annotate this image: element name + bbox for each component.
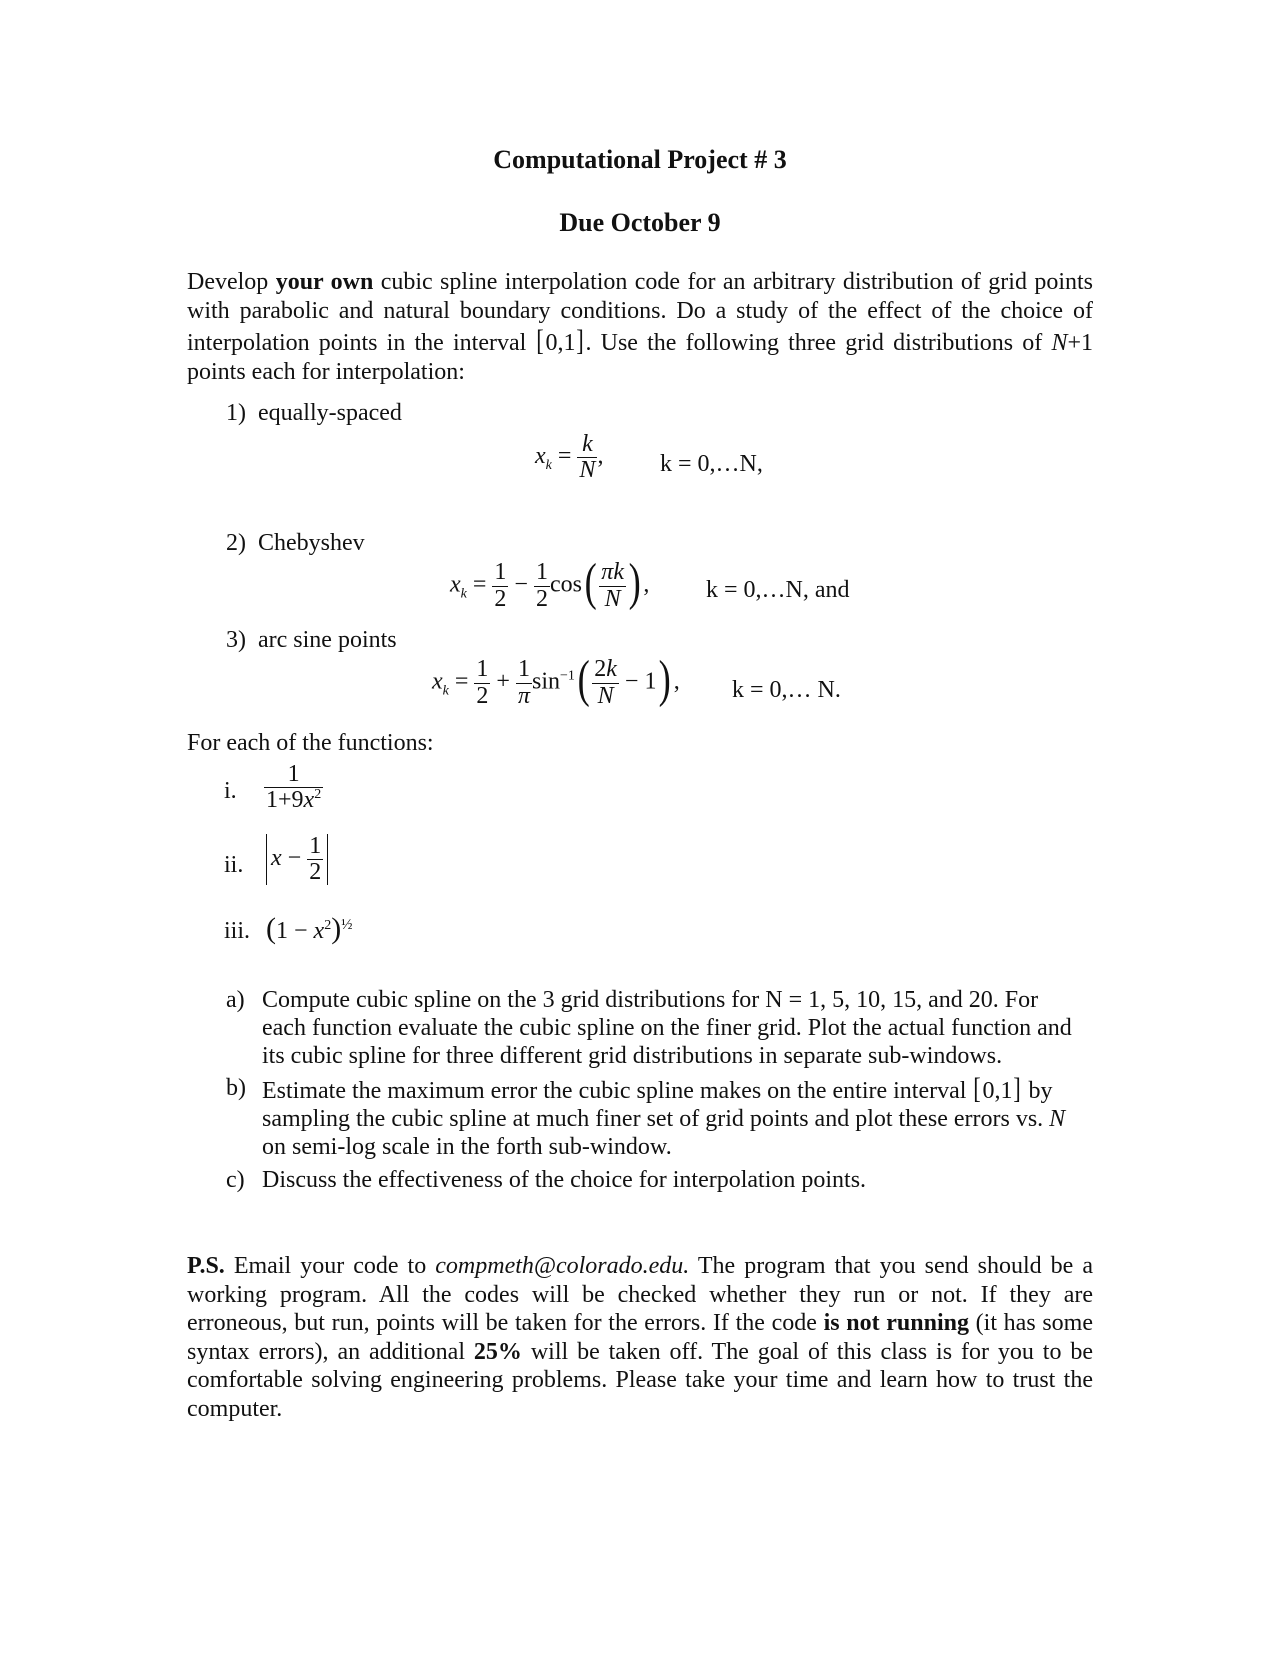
email-address: compmeth@colorado.edu. [435,1253,690,1279]
intro-text: +1 points each for interpolation: [187,330,1093,385]
function-i-formula: $\frac{1}{1+9x^2}$ [266,761,322,814]
due-date: Due October 9 [559,208,721,237]
intro-text: cubic spline interpolation code for an arbitrary distribution of grid points with parabolic and natural boundary conditions. Do a study of the effect of the choice of interpolation points in the interval [187,269,1094,356]
interval-bracket: [ [536,324,545,357]
task-b: b) Estimate the maximum error the cubic spline makes on the entire interval [0,1] by sampling the cubic spline at much finer set of grid points and plot these errors vs. N on semi-log scale in the forth sub-window. [226,1072,1066,1160]
var-N: N [1051,330,1068,356]
grid-name: Chebyshev [258,530,365,556]
task-c: c) Discuss the effectiveness of the choice for interpolation points. [226,1167,867,1193]
ps-paragraph: P.S. Email your code to compmeth@colorado.edu. The program that you send should be a working program. All the codes will be checked whether they run or not. If they are erroneous, but run, points will be taken for the errors. If the code is not running (it has some syntax errors), an additional 25% will be taken off. The goal of this class is for you to be comfortable solving engineering problems. Please take your time and learn how to trust the computer. [187,1253,1094,1422]
intro-bold: your own [275,269,374,295]
equation-chebyshev: $x_k$ = $\frac{1}{2}$ − $\frac{1}{2}$ cos( $\frac{\pi k}{N}$ ) , [450,554,650,612]
grid-item-2: 2) Chebyshev [226,530,365,556]
function-iii-formula: $(1 - x^2)^{\frac{1}{2}}$ [266,912,353,945]
function-label-iii: iii. [224,918,251,944]
intro-text: Develop [187,269,276,295]
function-label-ii: ii. [224,852,244,878]
functions-heading: For each of the functions: [187,730,434,756]
intro-text: . Use the following three grid distributions of [585,330,1052,356]
range-1: k = 0,…N, [660,451,763,477]
ps-label: P.S. [187,1253,225,1279]
grid-name: arc sine points [258,627,397,653]
task-a: a) Compute cubic spline on the 3 grid distributions for N = 1, 5, 10, 15, and 20. For each function evaluate the cubic spline on the finer grid. Plot the actual function and its cubic spline for three different grid distributions in separate sub-windows. [226,987,1072,1069]
page-title: Computational Project # 3 [493,145,787,174]
function-label-i: i. [224,778,237,804]
range-2: k = 0,…N, and [706,577,850,603]
function-ii-formula: x − $\frac{1}{2}$ [266,834,328,885]
intro-paragraph: Develop your own cubic spline interpolation code for an arbitrary distribution of grid points with parabolic and natural boundary conditions. Do a study of the effect of the choice of interpolation points in the interval [0,1]. Use the following three grid distributions of N+1 points each for interpolation: [187,269,1094,385]
grid-item-1: 1) equally-spaced [226,400,402,426]
interval-value: 0,1 [545,330,576,356]
range-3: k = 0,… N. [732,677,841,703]
grid-item-3: 3) arc sine points [226,627,397,653]
equation-equally-spaced: $x_k$ = $\frac{k}{N}$ , [535,431,604,484]
grid-name: equally-spaced [258,400,402,426]
equation-arcsine: $x_k$ = $\frac{1}{2}$ + $\frac{1}{\pi}$ $\sin^{-1}$( $\frac{2k}{N}$ − 1) , [432,651,680,709]
